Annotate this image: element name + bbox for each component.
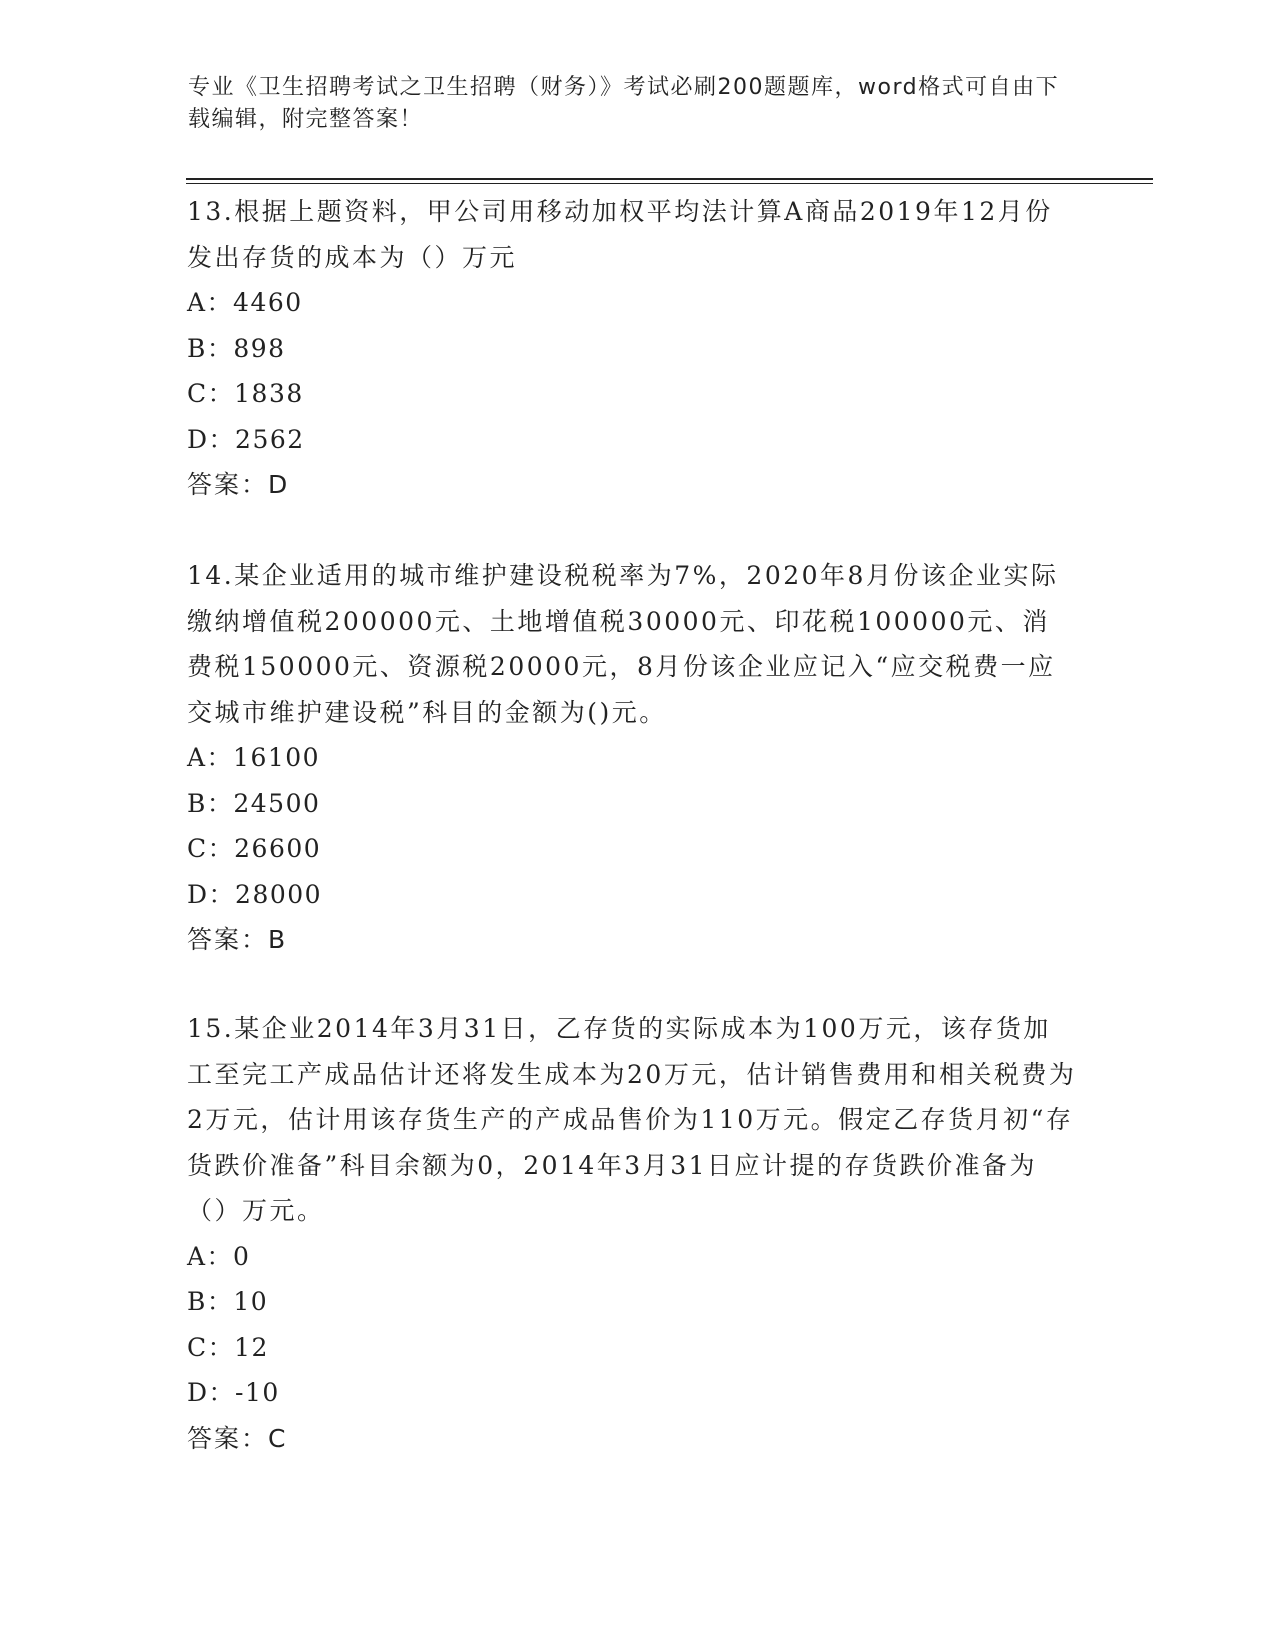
option-a: A：4460 bbox=[187, 288, 303, 317]
option-d: D：28000 bbox=[187, 879, 323, 909]
header-title: 专业《卫生招聘考试之卫生招聘（财务）》考试必刷200题题库，word格式可自由下载编辑，附完整答案！ bbox=[188, 75, 1060, 132]
option-c: C：12 bbox=[187, 1332, 269, 1362]
option-a: A：16100 bbox=[187, 743, 321, 772]
answer-line: 答案：B bbox=[187, 925, 288, 954]
option-d: D：-10 bbox=[187, 1378, 280, 1407]
question-stem: 14.某企业适用的城市维护建设税税率为7%，2020年8月份该企业实际缴纳增值税200000元、土地增值税30000元、印花税100000元、消费税150000元、资源税20000元，8月份该企业应记入“应交税费一应交城市维护建设税”科目的金额为()元。 bbox=[187, 561, 1059, 727]
document-header bbox=[188, 72, 1068, 136]
option-c: C：26600 bbox=[187, 834, 322, 863]
question-stem: 13.根据上题资料，甲公司用移动加权平均法计算A商品2019年12月份发出存货的成本为（）万元 bbox=[187, 197, 1053, 272]
option-b: B：24500 bbox=[187, 788, 321, 818]
header-divider-thin bbox=[186, 183, 1153, 184]
answer-line: 答案：C bbox=[187, 1423, 288, 1453]
question-stem: 15.某企业2014年3月31日，乙存货的实际成本为100万元，该存货加工至完工产成品估计还将发生成本为20万元，估计销售费用和相关税费为2万元，估计用该存货生产的产成品售价为110万元。假定乙存货月初“存货跌价准备”科目余额为0，2014年3月31日应计提的存货跌价准备为（）万元。 bbox=[187, 1014, 1077, 1225]
option-b: B：898 bbox=[187, 333, 286, 363]
option-b: B：10 bbox=[187, 1287, 269, 1316]
option-a: A：0 bbox=[187, 1241, 251, 1271]
answer-line: 答案：D bbox=[187, 470, 290, 499]
question-14 bbox=[187, 553, 1077, 962]
question-13 bbox=[187, 189, 1077, 507]
question-15 bbox=[187, 1006, 1077, 1461]
option-d: D：2562 bbox=[187, 424, 305, 454]
header-divider-thick bbox=[186, 178, 1153, 180]
option-c: C：1838 bbox=[187, 379, 304, 408]
